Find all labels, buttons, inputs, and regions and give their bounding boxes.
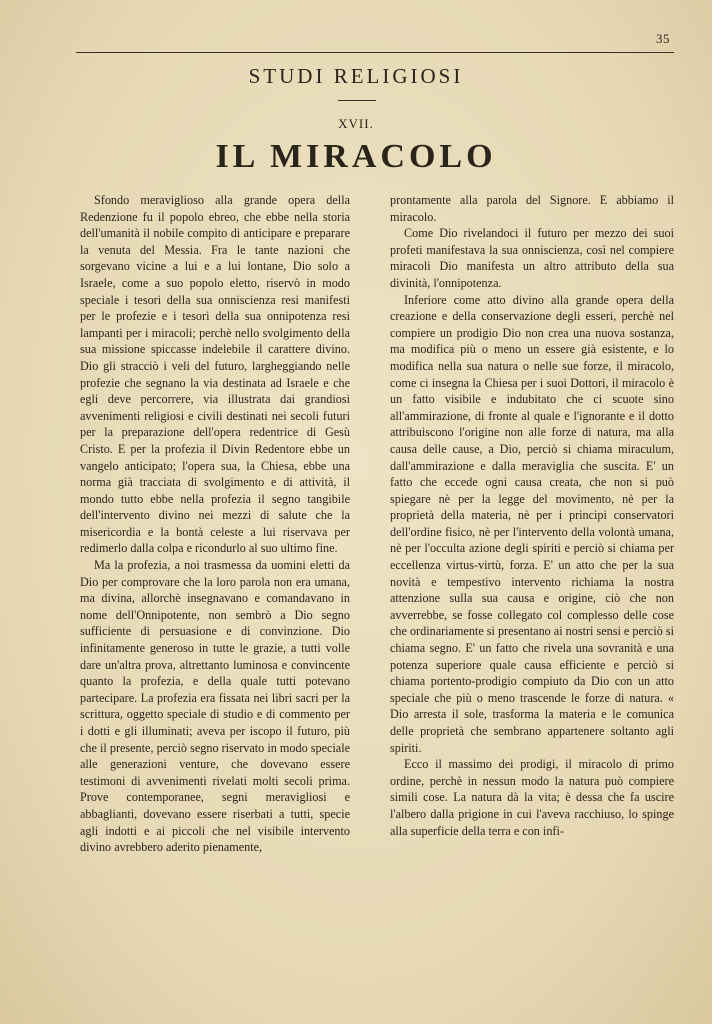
right-column [390,192,674,839]
paragraph: Sfondo meraviglioso alla grande opera della Redenzione fu il popolo ebreo, che ebbe nella storia dell'umanità il nobile compito di anticipare e preparare la venuta del Messia. Fra le tante nazioni che sorgevano vicine a lui e a lui lontane, Dio solo a Israele, come a suo popolo eletto, riservò in modo speciale i tesori della sua onniscienza resi manifesti per le profezie e i tesori della sua onnipotenza resi lampanti per i miracoli; perchè nello svolgimento della sua missione spiccasse indelebile il carattere divino. Dio gli stracciò i veli del futuro, largheggiando nelle profezie che segnano la via destinata ad Israele e che egli deve percorrere, via illustrata dai grandiosi avvenimenti religiosi e civili destinati nei secoli futuri per la preparazione dell'opera redentrice di Gesù Cristo. E per la profezia il Divin Redentore ebbe un vangelo anticipato; l'opera sua, la Chiesa, ebbe una norma già tracciata di svolgimento e di attività, il mondo tutto ebbe nella profezia il segno tangibile dell'intervento divino nei mezzi di salute che la misericordia e la bontà celeste a lui riservava per redimerlo dalla colpa e ricondurlo al suo ultimo fine. [80,193,350,556]
paragraph: Ma la profezia, a noi trasmessa da uomini eletti da Dio per comprovare che la loro parola non era umana, ma divina, allorchè insegnavano e comandavano in nome dell'Onnipotente, non sembrò a Dio segno sufficiente di persuasione e di convinzione. Dio infinitamente generoso in tutte le grazie, a tutti volle dare un'altra prova, altrettanto luminosa e convincente quanto la profezia, e della quale tutti potevano partecipare. La profezia era fissata nei libri sacri per la scrittura, oggetto speciale di studio e di commento per i dotti e gli illuminati; aveva per iscopo il futuro, più che il presente, perciò segno riservato in modo speciale alle generazioni venture, che dovevano essere testimoni di avvenimenti rivelati molti secoli prima. Prove contemporanee, segni meravigliosi e abbaglianti, dovevano essere riserbati a tutti, specie agli indotti e ai piccoli che nel visibile intervento divino avrebbero aderito pienamente, [80,558,350,855]
title-divider [338,100,376,101]
article-title: IL MIRACOLO [215,138,497,175]
section-title: STUDI RELIGIOSI [248,64,464,88]
header-rule [76,52,674,53]
paragraph: Inferiore come atto divino alla grande opera della creazione e della conservazione degli esseri, perchè nel compiere un prodigio Dio non crea una nuova sostanza, ma modifica più o meno un essere già esistente, e lo modifica nella sua natura o nelle sue forze, il miracolo, come ci insegna la Chiesa per i suoi Dottori, il miracolo è un fatto visibile e indubitato che ci scuote sino all'ammirazione, di fronte al quale e l'ignorante e il dotto attribuiscono l'origine non alle forze di natura, ma alla causa delle cause, a Dio, perciò si chiama miraculum, dall'ammirazione e dalla meraviglia che suscita. E' un fatto che eccede ogni causa creata, che non si può spiegare nè per la legge del movimento, nè per la proprietà della materia, nè per i principi conservatori dell'ordine fisico, nè per l'intervento della volontà umana, nè per l'occulta azione degli spiriti e perciò si chiama per eccellenza virtus-virtù, forza. E' un atto che per la sua novità e tempestivo intervento richiama la nostra attenzione sulla sua causa e origine, ciò che non avverrebbe, se fosse collegato col complesso delle cose che ordinariamente si presentano ai nostri sensi e perciò si chiama segno. E' un fatto che rivela una sovranità e una potenza superiore quale causa efficiente e perciò si chiama portento-prodigio compiuto da Dio con un atto speciale che più o meno trascende le forze di natura. « Dio arresta il sole, trasforma la materia e le comunica delle proprietà che sembrano appartenere soltanto agli spiriti. [390,292,674,755]
page-number: 35 [656,31,670,46]
article-number: XVII. [338,116,374,131]
paragraph: prontamente alla parola del Signore. E abbiamo il miracolo. [390,193,674,224]
paragraph: Come Dio rivelandoci il futuro per mezzo dei suoi profeti manifestava la sua onniscienza, così nel compiere miracoli Dio manifesta un altro attributo della sua divinità, l'onnipotenza. [390,226,674,290]
paragraph: Ecco il massimo dei prodigi, il miracolo di primo ordine, perchè in nessun modo la natura può compiere simili cose. La natura dà la vita; è dessa che fa uscire l'albero dalla prigione in cui l'aveva racchiuso, lo spinge alla superficie della terra e con infi- [390,757,674,838]
left-column [80,192,350,856]
